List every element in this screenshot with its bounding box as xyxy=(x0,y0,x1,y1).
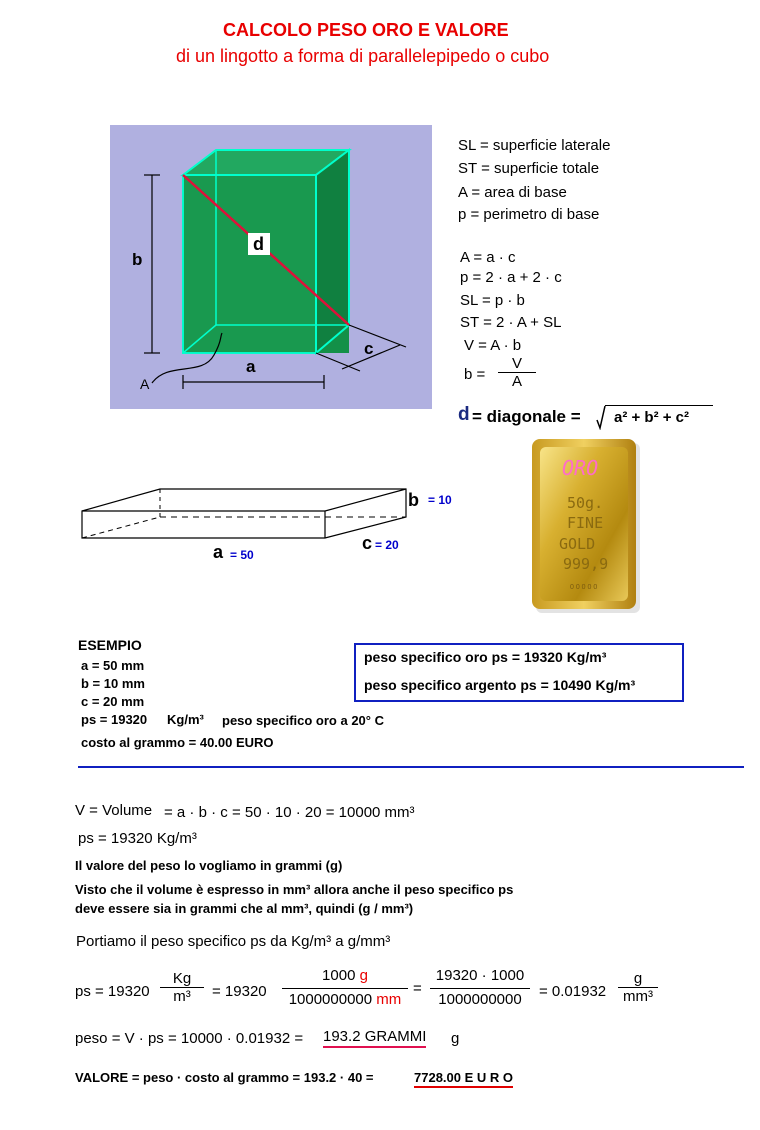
calc-valore-lhs: VALORE = peso · costo al grammo = 193.2 · 40 = xyxy=(75,1070,374,1085)
sqrt-symbol xyxy=(596,404,608,430)
flat-box-diagram xyxy=(80,484,410,544)
eq-f4-den: mm³ xyxy=(623,988,653,1005)
calc-peso-lhs: peso = V · ps = 10000 · 0.01932 = xyxy=(75,1030,304,1047)
gold-bar-gold: GOLD xyxy=(559,535,596,553)
calc-convert-heading: Portiamo il peso specifico ps da Kg/m³ a g/mm³ xyxy=(76,933,391,950)
eq-f2-num: 1000 xyxy=(322,967,356,984)
calc-peso-unit: g xyxy=(451,1030,460,1047)
example-heading: ESEMPIO xyxy=(78,637,142,653)
example-b: b = 10 mm xyxy=(81,676,145,691)
eq-equals: = xyxy=(413,980,422,997)
formula-perimeter: p = 2 · a + 2 · c xyxy=(460,269,562,286)
gold-bar-brand: ORO xyxy=(562,456,599,480)
eq-f2-den-unit: mm xyxy=(376,991,402,1008)
eq-f1-den: m³ xyxy=(173,988,191,1005)
diagonal-text: = diagonale = xyxy=(472,407,581,426)
gold-bar-purity: 999,9 xyxy=(563,555,609,573)
formula-sl: SL = p · b xyxy=(460,292,525,309)
formula-volume: V = A · b xyxy=(464,337,522,354)
eq-f2-num-unit: g xyxy=(359,967,368,984)
eq-fraction-conversion xyxy=(282,967,408,1008)
calc-peso-value: 193.2 GRAMMI xyxy=(323,1028,426,1048)
page-title: CALCOLO PESO ORO E VALORE xyxy=(223,20,509,40)
front-face xyxy=(183,175,316,353)
eq-mid: = 19320 xyxy=(212,983,267,1000)
box-c-value: = 20 xyxy=(375,538,399,552)
eq-fraction-result xyxy=(430,967,530,1008)
box-a-value: = 50 xyxy=(230,548,254,562)
ps-gold: peso specifico oro ps = 19320 Kg/m³ xyxy=(364,649,607,665)
eq-f3-num: 19320 · 1000 xyxy=(435,967,525,984)
gold-bar-serial: 0 0 0 0 0 xyxy=(570,584,598,591)
calc-volume-lhs: V = Volume xyxy=(75,802,153,819)
legend-sl: SL = superficie laterale xyxy=(458,137,611,154)
box-c: c xyxy=(362,533,373,553)
eq-f4-num: g xyxy=(633,970,643,987)
label-c: c xyxy=(364,339,374,358)
legend-a: A = area di base xyxy=(458,184,567,201)
example-c: c = 20 mm xyxy=(81,694,145,709)
label-d: d xyxy=(253,234,264,254)
example-ps-unit: Kg/m³ xyxy=(167,712,204,727)
diagonal-d: d xyxy=(458,404,470,425)
formula-b-lhs: b = xyxy=(464,366,486,383)
formula-st: ST = 2 · A + SL xyxy=(460,314,562,331)
eq-fraction-g-mm3 xyxy=(618,970,658,1005)
formula-area: A = a · c xyxy=(460,249,516,266)
eq-fraction-kg-m3 xyxy=(160,970,204,1005)
label-A: A xyxy=(140,376,150,392)
gold-bar-weight: 50g. xyxy=(567,494,604,512)
section-divider xyxy=(78,766,744,768)
ps-silver: peso specifico argento ps = 10490 Kg/m³ xyxy=(364,677,636,693)
b-fraction-den: A xyxy=(511,373,522,390)
calc-valore-value: 7728.00 E U R O xyxy=(414,1070,513,1088)
calc-ps: ps = 19320 Kg/m³ xyxy=(78,830,197,847)
calc-volume-note-1: Visto che il volume è espresso in mm³ allora anche il peso specifico ps xyxy=(75,882,514,897)
page-subtitle: di un lingotto a forma di parallelepipedo o cubo xyxy=(176,46,550,66)
calc-grams-note: Il valore del peso lo vogliamo in grammi (g) xyxy=(75,858,343,873)
calc-volume-note-2: deve essere sia in grammi che al mm³, quindi (g / mm³) xyxy=(75,901,414,916)
eq-f1-num: Kg xyxy=(172,970,192,987)
box-a: a xyxy=(213,542,224,562)
legend-p: p = perimetro di base xyxy=(458,206,600,223)
legend-st: ST = superficie totale xyxy=(458,160,600,177)
gold-bar-fine: FINE xyxy=(567,514,604,532)
eq-f2-den: 1000000000 xyxy=(288,991,373,1008)
example-ps: ps = 19320 xyxy=(81,712,148,727)
example-ps-note: peso specifico oro a 20° C xyxy=(222,713,384,728)
calc-volume-rhs: = a · b · c = 50 · 10 · 20 = 10000 mm³ xyxy=(164,804,415,821)
diagonal-radicand: a² + b² + c² xyxy=(614,409,690,426)
b-fraction-num: V xyxy=(511,355,522,372)
eq-f3-den: 1000000000 xyxy=(438,991,522,1008)
formula-b-fraction xyxy=(498,355,536,390)
eq-result: = 0.01932 xyxy=(539,983,607,1000)
eq-ps: ps = 19320 xyxy=(75,983,150,1000)
box-b: b xyxy=(408,490,419,510)
example-cost: costo al grammo = 40.00 EURO xyxy=(81,735,274,750)
example-a: a = 50 mm xyxy=(81,658,145,673)
box-b-value: = 10 xyxy=(428,493,452,507)
label-a: a xyxy=(246,357,256,376)
prism-diagram xyxy=(110,125,432,409)
right-face xyxy=(316,150,349,353)
label-b: b xyxy=(132,250,143,269)
